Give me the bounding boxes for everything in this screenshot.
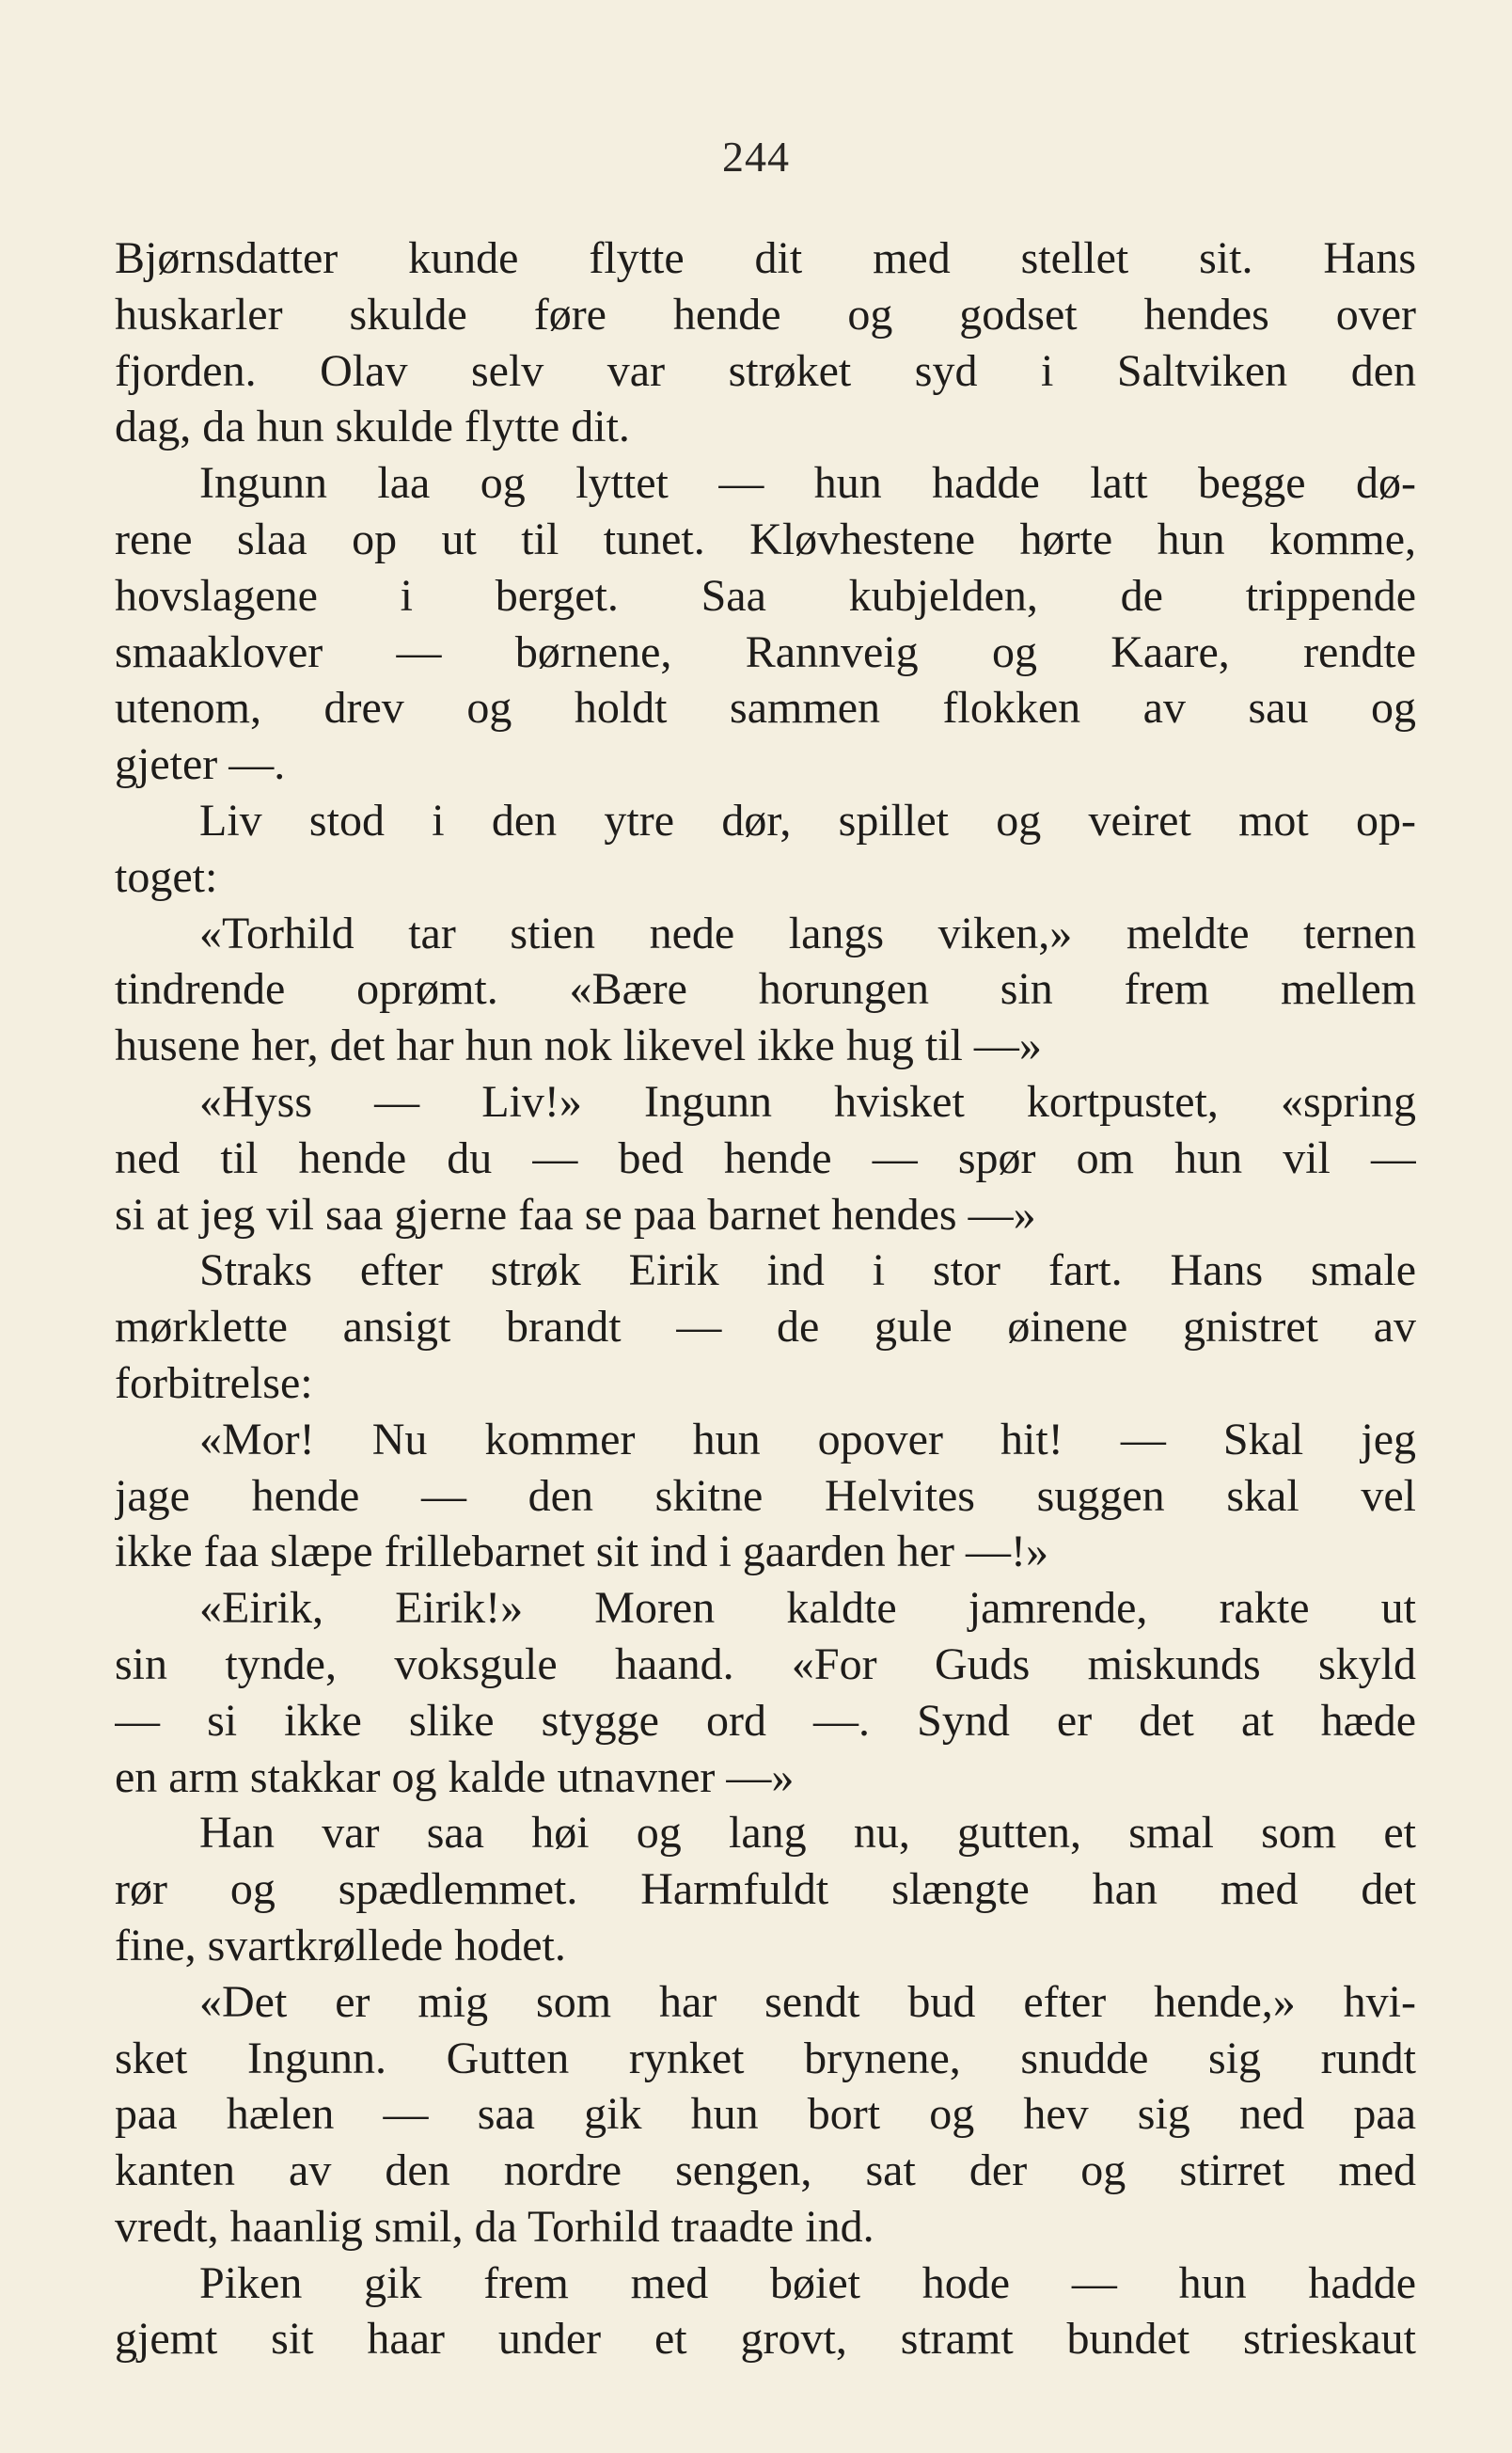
text-line: «Det er mig som har sendt bud efter hende,» hvi-: [199, 1976, 1416, 2027]
text-line: hovslagene i berget. Saa kubjelden, de trippende: [115, 570, 1416, 621]
text-line: gjeter —.: [115, 739, 286, 790]
text-line: — si ikke slike stygge ord —. Synd er det at hæde: [115, 1695, 1416, 1746]
text-line: ned til hende du — bed hende — spør om hun vil —: [115, 1132, 1416, 1183]
text-line: Bjørnsdatter kunde flytte dit med stellet sit. Hans: [115, 233, 1416, 283]
text-line: si at jeg vil saa gjerne faa se paa barnet hendes —»: [115, 1189, 1036, 1240]
text-line: sin tynde, voksgule haand. «For Guds miskunds skyld: [115, 1638, 1416, 1689]
text-line: kanten av den nordre sengen, sat der og stirret med: [115, 2145, 1416, 2196]
text-line: mørklette ansigt brandt — de gule øinene gnistret av: [115, 1302, 1416, 1353]
text-line: husene her, det har hun nok likevel ikke hug til —»: [115, 1021, 1042, 1071]
text-line: vredt, haanlig smil, da Torhild traadte ind.: [115, 2201, 874, 2252]
text-line: dag, da hun skulde flytte dit.: [115, 402, 630, 452]
text-line: «Torhild tar stien nede langs viken,» meldte ternen: [199, 908, 1416, 958]
body-text: [115, 230, 1416, 2367]
text-line: «Mor! Nu kommer hun opover hit! — Skal jeg: [199, 1414, 1416, 1464]
page-number: 244: [722, 133, 790, 181]
text-line: Piken gik frem med bøiet hode — hun hadde: [199, 2257, 1416, 2308]
text-line: ikke faa slæpe frillebarnet sit ind i gaarden her —!»: [115, 1527, 1048, 1577]
text-line: Straks efter strøk Eirik ind i stor fart. Hans smale: [199, 1245, 1416, 1296]
text-line: Ingunn laa og lyttet — hun hadde latt begge dø-: [199, 458, 1416, 509]
text-line: gjemt sit haar under et grovt, stramt bundet strieskaut: [115, 2314, 1416, 2365]
text-line: rene slaa op ut til tunet. Kløvhestene hørte hun komme,: [115, 514, 1416, 564]
text-line: tindrende oprømt. «Bære horungen sin frem mellem: [115, 964, 1416, 1015]
text-line: fjorden. Olav selv var strøket syd i Saltviken den: [115, 345, 1416, 396]
text-line: toget:: [115, 851, 218, 902]
text-line: jage hende — den skitne Helvites suggen skal vel: [115, 1470, 1416, 1521]
text-line: paa hælen — saa gik hun bort og hev sig ned paa: [115, 2089, 1416, 2140]
text-line: smaaklover — børnene, Rannveig og Kaare, rendte: [115, 626, 1416, 677]
text-line: Han var saa høi og lang nu, gutten, smal som et: [199, 1808, 1416, 1859]
text-line: forbitrelse:: [115, 1357, 313, 1408]
text-line: fine, svartkrøllede hodet.: [115, 1920, 566, 1970]
text-line: utenom, drev og holdt sammen flokken av sau og: [115, 683, 1416, 734]
text-line: Liv stod i den ytre dør, spillet og veiret mot op-: [199, 795, 1416, 846]
text-line: sket Ingunn. Gutten rynket brynene, snudde sig rundt: [115, 2033, 1416, 2083]
text-line: huskarler skulde føre hende og godset hendes over: [115, 289, 1416, 340]
text-line: en arm stakkar og kalde utnavner —»: [115, 1751, 795, 1802]
text-line: «Hyss — Liv!» Ingunn hvisket kortpustet, «spring: [199, 1076, 1416, 1127]
text-line: «Eirik, Eirik!» Moren kaldte jamrende, rakte ut: [199, 1583, 1416, 1634]
text-line: rør og spædlemmet. Harmfuldt slængte han med det: [115, 1864, 1416, 1915]
